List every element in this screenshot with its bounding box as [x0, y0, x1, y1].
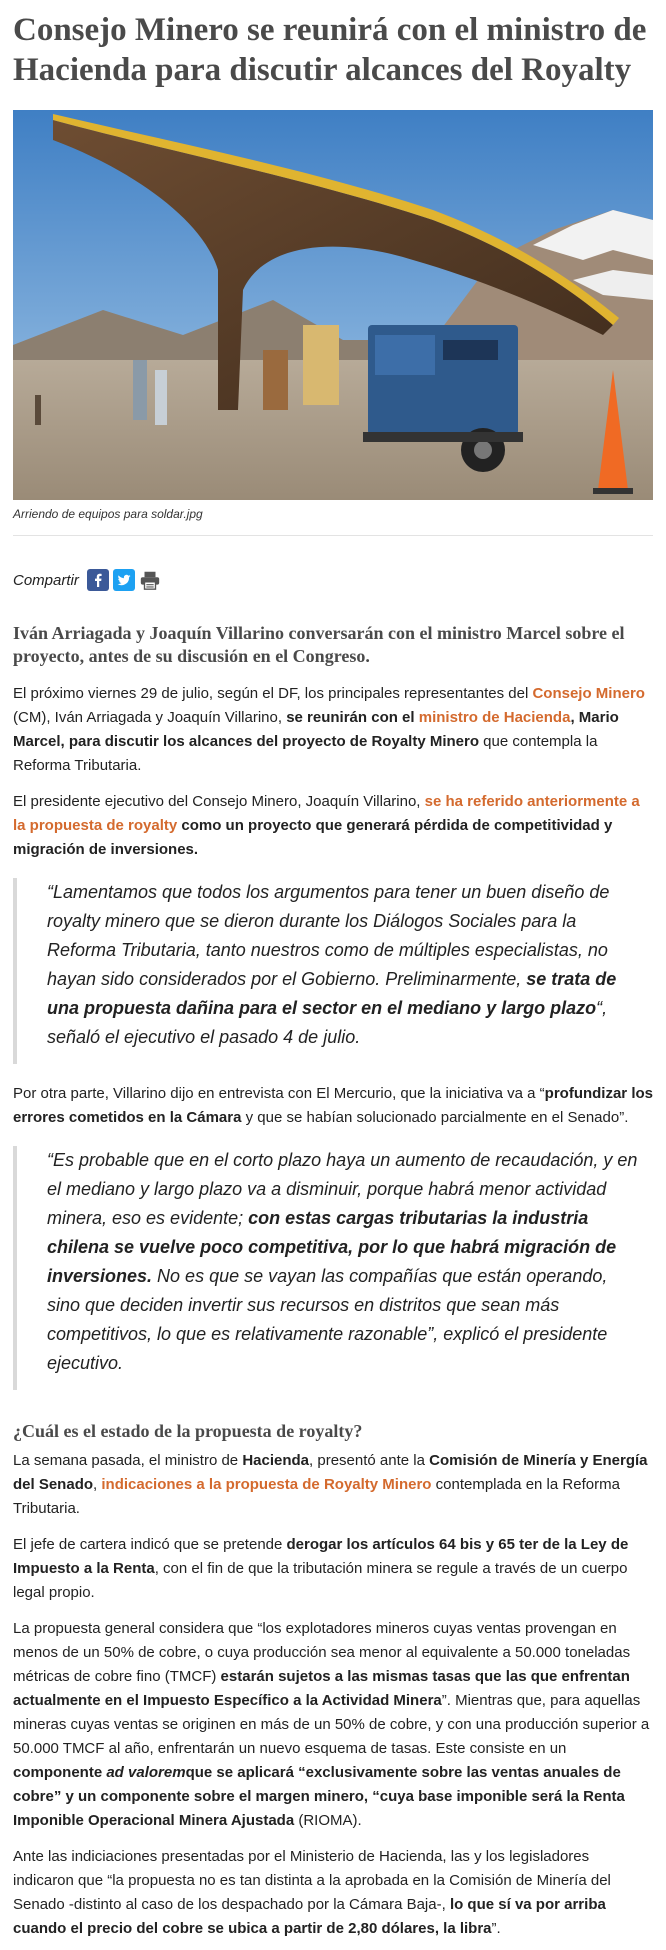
paragraph-1: [13, 682, 653, 778]
text: El próximo viernes 29 de julio, según el DF, los principales representantes del: [13, 685, 533, 702]
article-lead: Iván Arriagada y Joaquín Villarino conversarán con el ministro Marcel sobre el proyecto, antes de su discusión en el Congreso.: [13, 623, 625, 666]
paragraph-3: [13, 1082, 653, 1130]
share-bar: [13, 566, 653, 594]
bold-text: lo que sí va por arriba cuando el precio del cobre se ubica a partir de 2,80 dólares, la libra: [13, 1896, 606, 1937]
link-consejo-minero[interactable]: Consejo Minero: [532, 685, 645, 702]
article-title: Consejo Minero se reunirá con el ministro de Hacienda para discutir alcances del Royalty: [13, 12, 647, 88]
bold-text: Comisión de Minería y Energía del Senado: [13, 1452, 648, 1493]
divider: [13, 535, 653, 536]
bold-text: , Mario Marcel, para discutir los alcances del proyecto de Royalty Minero: [13, 709, 619, 750]
text: Ante las indiciaciones presentadas por el Ministerio de Hacienda, las y los legisladores indicaron que “la propuesta no es tan distinta a la aprobada en la Comisión de Minería del Senado -distinto al caso de los despachado por la Cámara Baja-,: [13, 1848, 611, 1913]
paragraph-5: [13, 1533, 653, 1605]
image-caption: Arriendo de equipos para soldar.jpg: [13, 507, 203, 521]
quote-1: [13, 878, 653, 1064]
bold-text: componente: [13, 1764, 107, 1781]
bold-text: con estas cargas tributarias la industria chilena se vuelve poco competitiva, por lo que habrá migración de inversiones.: [47, 1208, 617, 1286]
bold-text: se reunirán con el: [286, 709, 419, 726]
text: y que se habían solucionado parcialmente en el Senado”.: [241, 1109, 629, 1126]
share-label: Compartir: [13, 571, 79, 589]
text: (CM), Iván Arriagada y Joaquín Villarino,: [13, 709, 287, 726]
text: “Es probable que en el corto plazo haya un aumento de recaudación, y en el mediano y largo plazo va a disminuir, porque habrá menor actividad minera, eso es evidente;: [47, 1150, 638, 1228]
paragraph-7: [13, 1845, 653, 1941]
quote-2: [13, 1146, 653, 1390]
link-ministro-hacienda[interactable]: ministro de Hacienda: [418, 709, 571, 726]
facebook-share-button[interactable]: [87, 569, 109, 591]
text: La semana pasada, el ministro de: [13, 1452, 243, 1469]
bold-italic-text: ad valorem: [106, 1764, 186, 1781]
text: Por otra parte, Villarino dijo en entrevista con El Mercurio, que la iniciativa va a “: [13, 1085, 545, 1102]
bold-text: que se aplicará “exclusivamente sobre las ventas anuales de cobre” y un componente sobre el margen minero, “cuya base imponible será la Renta Imponible Operacional Minera Ajustada: [13, 1764, 625, 1829]
bold-text: se trata de una propuesta dañina para el sector en el mediano y largo plazo: [47, 969, 617, 1018]
bold-text: como un proyecto que generará pérdida de competitividad y migración de inversiones.: [13, 817, 613, 858]
text: contemplada en la Reforma Tributaria.: [13, 1476, 620, 1517]
text: (RIOMA).: [294, 1812, 362, 1829]
section-subheading: ¿Cuál es el estado de la propuesta de royalty?: [13, 1421, 363, 1441]
text: ”. Mientras que, para aquellas mineras cuyas ventas se originen en más de un 50% de cobre, y con una producción superior a 50.000 TMCF al año, enfrentarán un nuevo esquema de tasas. Este consiste en un: [13, 1692, 650, 1757]
bold-text: Hacienda: [242, 1452, 310, 1469]
link-indicaciones-royalty[interactable]: indicaciones a la propuesta de Royalty Minero: [101, 1476, 432, 1493]
text: que contempla la Reforma Tributaria.: [13, 733, 598, 774]
text: , presentó ante la: [309, 1452, 430, 1469]
paragraph-2: [13, 790, 653, 862]
text: “, señaló el ejecutivo el pasado 4 de julio.: [47, 998, 608, 1047]
bold-text: estarán sujetos a las mismas tasas que las que enfrentan actualmente en el Impuesto Específico a la Actividad Minera: [13, 1668, 630, 1709]
text: , con el fin de que la tributación minera se regule a través de un cuerpo legal propio.: [13, 1560, 628, 1601]
paragraph-4: [13, 1449, 653, 1521]
paragraph-6: [13, 1617, 653, 1833]
text: La propuesta general considera que “los explotadores mineros cuyas ventas provengan en menos de un 50% de cobre, o cuya producción sea menor al equivalente a 50.000 toneladas métricas de cobre fino (TMCF): [13, 1620, 631, 1685]
print-button[interactable]: [139, 569, 161, 591]
text: El presidente ejecutivo del Consejo Minero, Joaquín Villarino,: [13, 793, 425, 810]
text: “Lamentamos que todos los argumentos para tener un buen diseño de royalty minero que se dieron durante los Diálogos Sociales para la Reforma Tributaria, tanto nuestros como de múltiples especialistas, no hayan sido considerados por el Gobierno. Preliminarmente,: [47, 882, 610, 989]
twitter-share-button[interactable]: [113, 569, 135, 591]
facebook-icon: [87, 569, 109, 591]
link-propuesta-royalty[interactable]: se ha referido anteriormente a la propuesta de royalty: [13, 793, 640, 834]
article-hero-image: [13, 110, 653, 500]
bold-text: derogar los artículos 64 bis y 65 ter de la Ley de Impuesto a la Renta: [13, 1536, 629, 1577]
text: El jefe de cartera indicó que se pretende: [13, 1536, 287, 1553]
text: ”.: [491, 1920, 501, 1937]
text: ,: [93, 1476, 102, 1493]
print-icon: [139, 569, 161, 591]
twitter-icon: [113, 569, 135, 591]
article-page: [0, 8, 666, 1941]
text: No es que se vayan las compañías que están operando, sino que deciden invertir sus recursos en distritos que sean más competitivos, lo que es relativamente razonable”, explicó el presidente ejecutivo.: [47, 1266, 608, 1373]
bold-text: profundizar los errores cometidos en la Cámara: [13, 1085, 653, 1126]
